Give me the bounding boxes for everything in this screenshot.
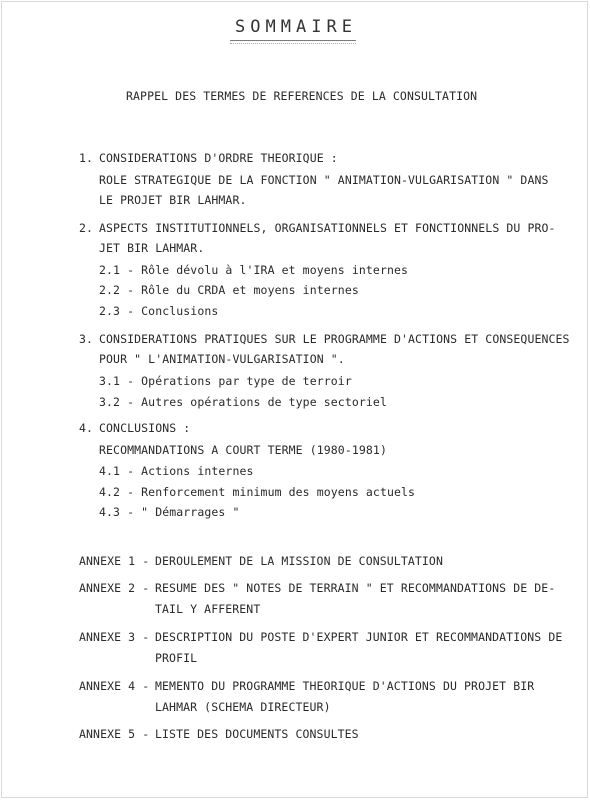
document-page <box>1 1 588 798</box>
section-2-item-2: 2.2 - Rôle du CRDA et moyens internes <box>99 283 359 297</box>
section-4-line-1: CONCLUSIONS : <box>99 421 191 435</box>
title-underline-dotted <box>230 43 356 44</box>
annex-2-line-2: TAIL Y AFFERENT <box>155 602 261 616</box>
annex-4-line-1: MEMENTO DU PROGRAMME THEORIQUE D'ACTIONS DU PROJET BIR <box>155 679 535 693</box>
title-underline <box>230 40 356 41</box>
annex-2-line-1: RESUME DES " NOTES DE TERRAIN " ET RECOMMANDATIONS DE DE- <box>155 581 556 595</box>
annex-3-line-1: DESCRIPTION DU POSTE D'EXPERT JUNIOR ET RECOMMANDATIONS DE <box>155 630 563 644</box>
annex-3-label: ANNEXE 3 - <box>79 630 150 644</box>
annex-1-line-1: DEROULEMENT DE LA MISSION DE CONSULTATION <box>155 554 443 568</box>
section-4-line-2: RECOMMANDATIONS A COURT TERME (1980-1981) <box>99 443 387 457</box>
section-3-line-2: POUR " L'ANIMATION-VULGARISATION ". <box>99 352 345 366</box>
section-2-line-2: JET BIR LAHMAR. <box>99 241 205 255</box>
section-4-item-2: 4.2 - Renforcement minimum des moyens actuels <box>99 485 416 499</box>
section-1-line-2: ROLE STRATEGIQUE DE LA FONCTION " ANIMATION-VULGARISATION " DANS <box>99 173 549 187</box>
section-3-number: 3. <box>79 332 94 346</box>
section-1-line-3: LE PROJET BIR LAHMAR. <box>99 193 247 207</box>
section-4-item-1: 4.1 - Actions internes <box>99 464 254 478</box>
section-1-line-1: CONSIDERATIONS D'ORDRE THEORIQUE : <box>99 151 338 165</box>
intro-line: RAPPEL DES TERMES DE REFERENCES DE LA CONSULTATION <box>126 89 478 103</box>
section-2-item-1: 2.1 - Rôle dévolu à l'IRA et moyens internes <box>99 263 409 277</box>
annex-4-label: ANNEXE 4 - <box>79 679 150 693</box>
section-2-item-3: 2.3 - Conclusions <box>99 304 219 318</box>
section-2-line-1: ASPECTS INSTITUTIONNELS, ORGANISATIONNELS ET FONCTIONNELS DU PRO- <box>99 221 556 235</box>
annex-1-label: ANNEXE 1 - <box>79 554 150 568</box>
section-3-item-2: 3.2 - Autres opérations de type sectoriel <box>99 395 387 409</box>
annex-4-line-2: LAHMAR (SCHEMA DIRECTEUR) <box>155 700 331 714</box>
annex-5-label: ANNEXE 5 - <box>79 727 150 741</box>
section-4-number: 4. <box>79 421 94 435</box>
section-4-item-3: 4.3 - " Démarrages " <box>99 505 240 519</box>
section-3-line-1: CONSIDERATIONS PRATIQUES SUR LE PROGRAMME D'ACTIONS ET CONSEQUENCES <box>99 332 570 346</box>
annex-2-label: ANNEXE 2 - <box>79 581 150 595</box>
page-title: SOMMAIRE <box>235 17 357 37</box>
section-2-number: 2. <box>79 221 94 235</box>
section-1-number: 1. <box>79 151 94 165</box>
annex-5-line-1: LISTE DES DOCUMENTS CONSULTES <box>155 727 359 741</box>
section-3-item-1: 3.1 - Opérations par type de terroir <box>99 374 352 388</box>
annex-3-line-2: PROFIL <box>155 651 198 665</box>
